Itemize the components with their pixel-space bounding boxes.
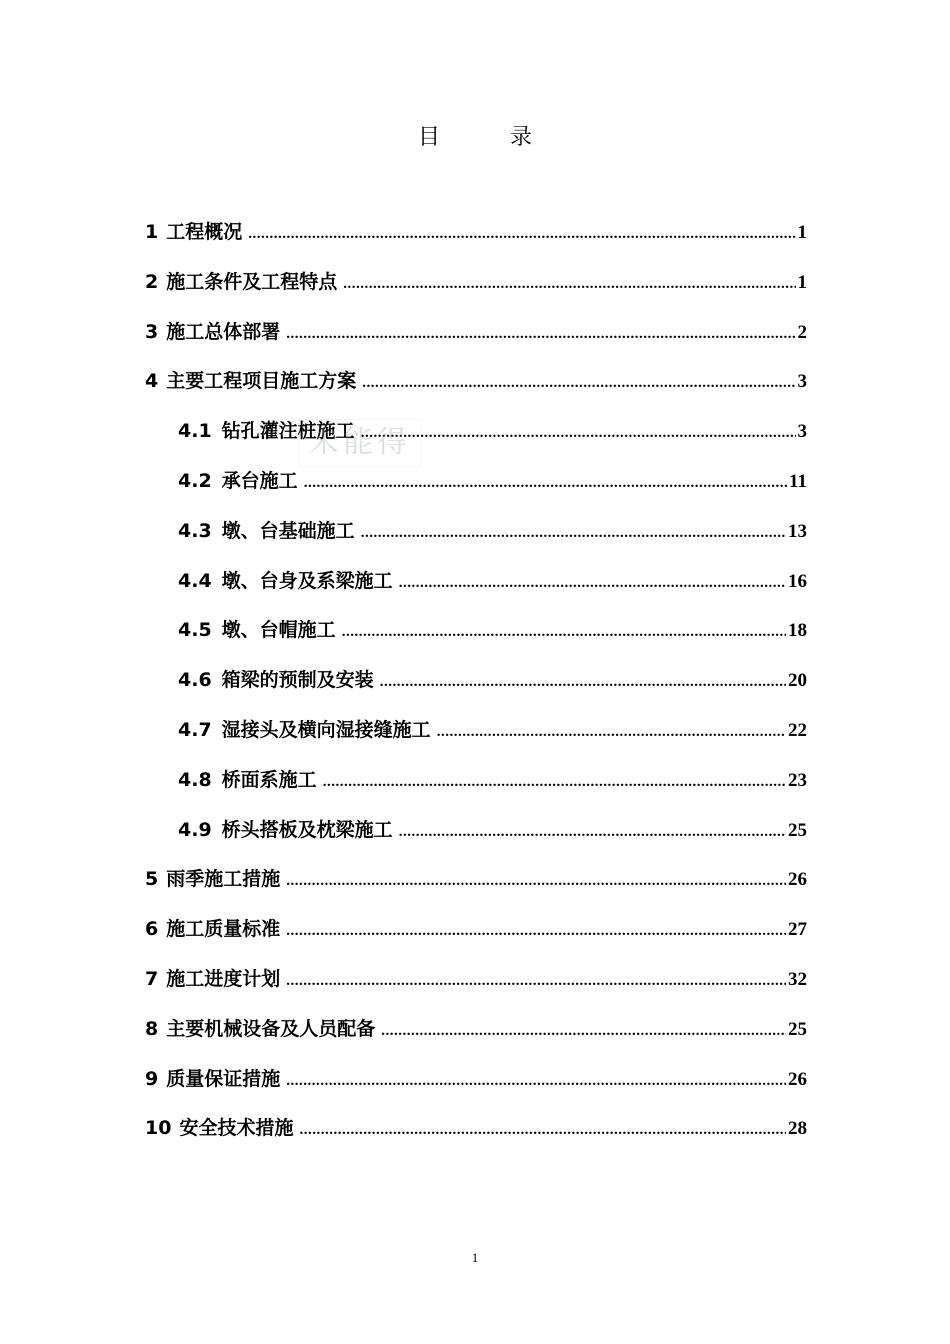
toc-entry-number: 5	[145, 868, 159, 891]
toc-entry-number: 8	[145, 1017, 159, 1040]
toc-entry-label: 墩、台身及系梁施工	[221, 569, 393, 592]
toc-entry-label: 承台施工	[221, 469, 298, 492]
toc-entry-4-4[interactable]	[145, 563, 807, 613]
toc-entry-4-6[interactable]	[145, 662, 807, 712]
page-number: 1	[471, 1250, 479, 1265]
toc-entry-1[interactable]	[145, 214, 807, 264]
toc-entry-label: 墩、台帽施工	[221, 619, 336, 642]
toc-entry-label: 箱梁的预制及安装	[221, 669, 374, 692]
toc-entry-page: 26	[788, 1068, 807, 1090]
toc-entry-4-7[interactable]	[145, 712, 807, 762]
toc-entry-number: 4.6	[178, 669, 212, 692]
toc-entry-page: 25	[788, 1018, 807, 1040]
toc-entry-number: 4	[145, 370, 159, 393]
toc-entry-8[interactable]	[145, 1011, 807, 1061]
toc-leader-dots	[361, 515, 786, 551]
toc-entry-4-5[interactable]	[145, 612, 807, 662]
toc-entry-page: 20	[788, 670, 807, 692]
toc-entry-page: 27	[788, 919, 807, 941]
toc-leader-dots	[299, 1112, 786, 1148]
toc-entry-9[interactable]	[145, 1061, 807, 1111]
toc-entry-page: 32	[788, 968, 807, 990]
toc-leader-dots	[286, 913, 786, 949]
toc-entry-number: 9	[145, 1067, 159, 1090]
toc-entry-page: 23	[788, 769, 807, 791]
toc-entry-7[interactable]	[145, 961, 807, 1011]
toc-entry-label: 安全技术措施	[179, 1117, 294, 1140]
toc-leader-dots	[323, 764, 786, 800]
toc-entry-number: 4.2	[178, 469, 212, 492]
toc-entry-page: 25	[788, 819, 807, 841]
toc-entry-number: 2	[145, 270, 159, 293]
toc-entry-4-2[interactable]	[145, 463, 807, 513]
toc-title-char-2: 录	[510, 125, 533, 150]
toc-entry-label: 施工条件及工程特点	[166, 270, 338, 293]
toc-entry-page: 18	[788, 620, 807, 642]
toc-entry-page: 22	[788, 719, 807, 741]
toc-entry-number: 4.1	[178, 420, 212, 443]
toc-entry-page: 2	[797, 321, 807, 343]
toc-entry-page: 11	[789, 470, 807, 492]
toc-entry-label: 质量保证措施	[166, 1067, 281, 1090]
toc-leader-dots	[361, 415, 796, 451]
toc-entry-page: 3	[797, 371, 807, 393]
toc-entry-label: 主要机械设备及人员配备	[166, 1017, 376, 1040]
toc-entry-label: 施工进度计划	[166, 967, 281, 990]
toc-leader-dots	[286, 863, 786, 899]
toc-entry-label: 雨季施工措施	[166, 868, 281, 891]
toc-entry-number: 4.5	[178, 619, 212, 642]
toc-entry-10[interactable]	[145, 1110, 807, 1160]
toc-entry-page: 1	[797, 222, 807, 243]
toc-leader-dots	[399, 814, 786, 850]
toc-leader-dots	[437, 714, 786, 750]
toc-entry-label: 施工总体部署	[166, 320, 281, 343]
toc-title	[0, 120, 950, 151]
toc-entry-label: 湿接头及横向湿接缝施工	[221, 718, 431, 741]
toc-title-char-1: 目	[417, 125, 440, 150]
toc-entry-label: 墩、台基础施工	[221, 519, 355, 542]
toc-entry-3[interactable]	[145, 314, 807, 364]
toc-leader-dots	[362, 365, 795, 401]
toc-leader-dots	[399, 565, 786, 601]
toc-leader-dots	[381, 1013, 786, 1049]
toc-leader-dots	[380, 664, 786, 700]
toc-entry-page: 28	[788, 1118, 807, 1140]
toc-entry-number: 4.8	[178, 768, 212, 791]
toc-entry-number: 4.3	[178, 519, 212, 542]
toc-entry-label: 工程概况	[166, 221, 243, 243]
toc-entry-label: 钻孔灌注桩施工	[221, 420, 355, 443]
toc-entry-label: 桥面系施工	[221, 768, 317, 791]
toc-entry-number: 6	[145, 918, 159, 941]
toc-entry-2[interactable]	[145, 264, 807, 314]
toc-entry-number: 4.9	[178, 818, 212, 841]
table-of-contents	[145, 214, 807, 1160]
toc-entry-number: 4.7	[178, 718, 212, 741]
toc-entry-page: 3	[797, 421, 807, 443]
watermark-stamp: 未能得	[299, 419, 421, 467]
toc-entry-number: 10	[145, 1117, 172, 1140]
toc-entry-6[interactable]	[145, 911, 807, 961]
toc-leader-dots	[304, 465, 787, 501]
toc-leader-dots	[286, 1063, 786, 1099]
toc-entry-page: 13	[788, 520, 807, 542]
toc-leader-dots	[343, 266, 795, 302]
toc-entry-number: 4.4	[178, 569, 212, 592]
toc-entry-label: 主要工程项目施工方案	[166, 370, 357, 393]
toc-entry-4-9[interactable]	[145, 812, 807, 862]
toc-entry-page: 16	[788, 570, 807, 592]
toc-entry-4[interactable]	[145, 363, 807, 413]
toc-entry-label: 桥头搭板及枕梁施工	[221, 818, 393, 841]
toc-leader-dots	[342, 614, 786, 650]
toc-leader-dots	[248, 216, 795, 252]
toc-entry-5[interactable]	[145, 861, 807, 911]
toc-entry-4-8[interactable]	[145, 762, 807, 812]
toc-entry-number: 3	[145, 320, 159, 343]
toc-entry-4-1[interactable]	[145, 413, 807, 463]
toc-entry-4-3[interactable]	[145, 513, 807, 563]
toc-entry-number: 7	[145, 967, 159, 990]
toc-entry-label: 施工质量标准	[166, 918, 281, 941]
toc-entry-page: 1	[797, 271, 807, 293]
toc-leader-dots	[286, 963, 786, 999]
toc-entry-number: 1	[145, 221, 159, 243]
toc-leader-dots	[286, 316, 795, 352]
toc-entry-page: 26	[788, 869, 807, 891]
